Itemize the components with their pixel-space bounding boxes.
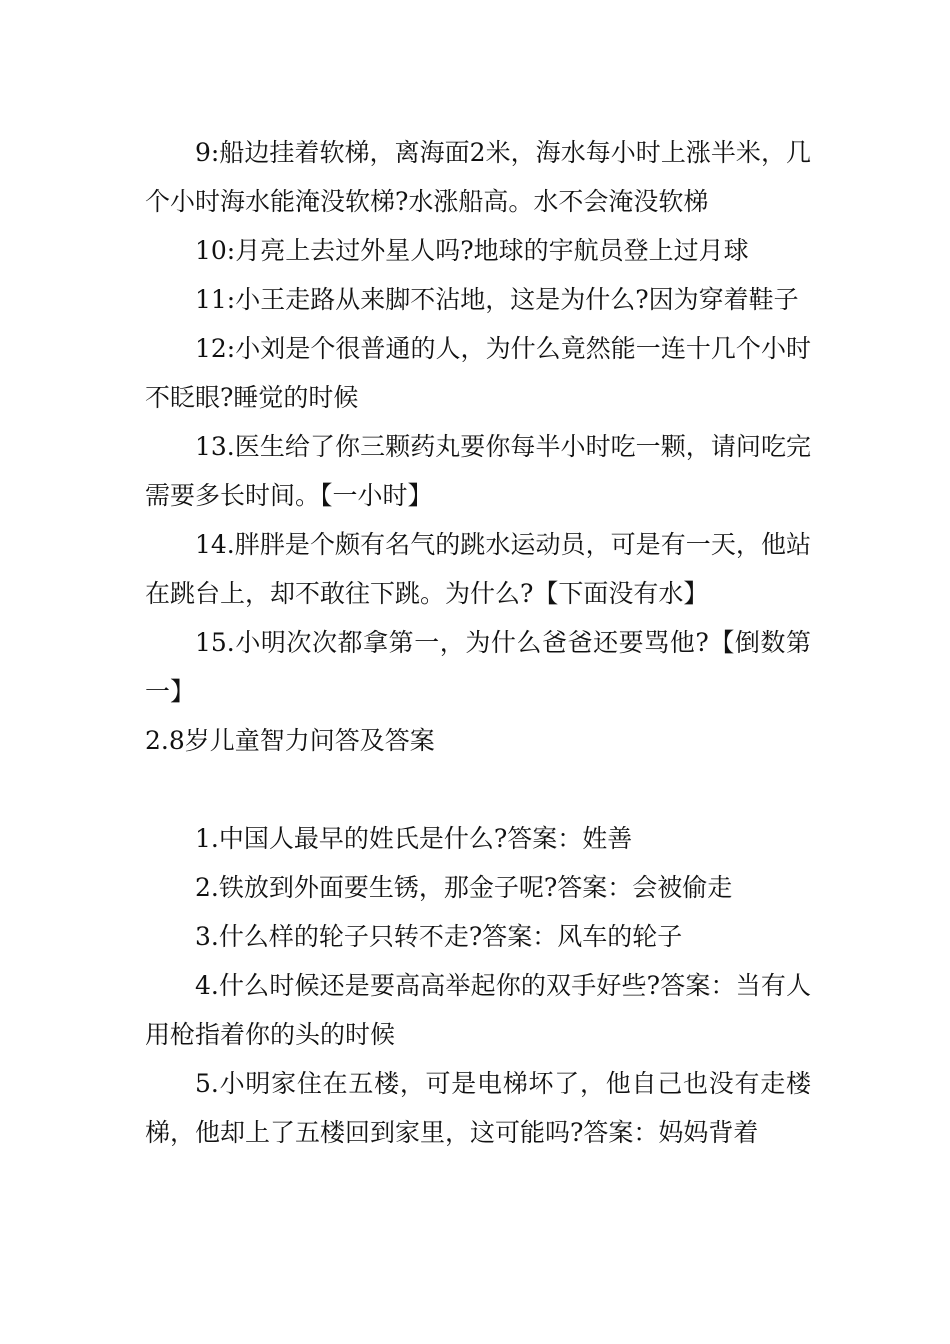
qa-paragraph-3: 3.什么样的轮子只转不走?答案：风车的轮子 xyxy=(195,922,683,951)
riddle-paragraph-10: 10:月亮上去过外星人吗?地球的宇航员登上过月球 xyxy=(195,236,749,265)
riddle-paragraph-12: 12:小刘是个很普通的人，为什么竟然能一连十几个小时不眨眼?睡觉的时候 xyxy=(145,334,811,412)
riddle-paragraph-9: 9:船边挂着软梯，离海面2米，海水每小时上涨半米，几个小时海水能淹没软梯?水涨船高。水不会淹没软梯 xyxy=(145,138,811,216)
document-body xyxy=(145,128,811,1157)
riddle-paragraph-13: 13.医生给了你三颗药丸要你每半小时吃一颗，请问吃完需要多长时间。【一小时】 xyxy=(145,432,811,510)
qa-paragraph-1: 1.中国人最早的姓氏是什么?答案：姓善 xyxy=(195,824,633,853)
riddle-paragraph-11: 11:小王走路从来脚不沾地，这是为什么?因为穿着鞋子 xyxy=(195,285,799,314)
section-heading: 2.8岁儿童智力问答及答案 xyxy=(145,726,435,755)
qa-paragraph-2: 2.铁放到外面要生锈，那金子呢?答案：会被偷走 xyxy=(195,873,733,902)
riddle-paragraph-15: 15.小明次次都拿第一，为什么爸爸还要骂他?【倒数第一】 xyxy=(145,628,811,706)
qa-paragraph-5: 5.小明家住在五楼，可是电梯坏了，他自己也没有走楼梯，他却上了五楼回到家里，这可能吗?答案：妈妈背着 xyxy=(145,1069,811,1147)
riddle-paragraph-14: 14.胖胖是个颇有名气的跳水运动员，可是有一天，他站在跳台上，却不敢往下跳。为什么?【下面没有水】 xyxy=(145,530,811,608)
qa-paragraph-4: 4.什么时候还是要高高举起你的双手好些?答案：当有人用枪指着你的头的时候 xyxy=(145,971,811,1049)
blank-line xyxy=(145,765,811,814)
